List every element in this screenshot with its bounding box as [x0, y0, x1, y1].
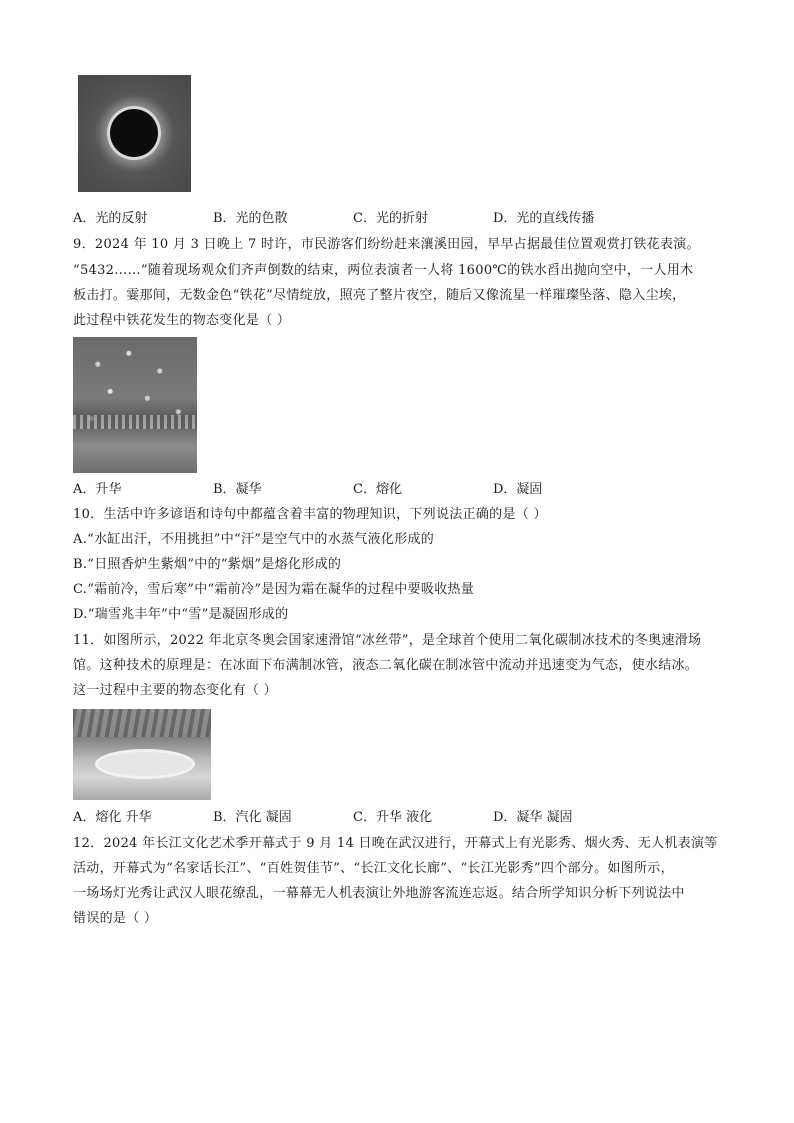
q10-option-a: A.“水缸出汗，不用挑担”中“汗”是空气中的水蒸气液化形成的	[73, 532, 435, 547]
q12-text-line-3: 一场场灯光秀让武汉人眼花缭乱，一幕幕无人机表演让外地游客流连忘返。结合所学知识分析下列说法中	[73, 886, 685, 901]
solar-eclipse-photo	[78, 75, 191, 192]
q11-option-c: C．升华 液化	[353, 810, 433, 825]
q9-text-line-1: 9．2024 年 10 月 3 日晚上 7 时许，市民游客们纷纷赶来瀼溪田园，早早占据最佳位置观赏打铁花表演。	[73, 237, 700, 252]
q11-text-line-1: 11．如图所示，2022 年北京冬奥会国家速滑馆“冰丝带”，是全球首个使用二氧化碳制冰技术的冬奥速滑场	[73, 633, 702, 648]
q8-option-d: D．光的直线传播	[493, 211, 595, 226]
q12-text-line-4: 错误的是（ ）	[73, 911, 158, 926]
q11-text-line-3: 这一过程中主要的物态变化有（ ）	[73, 683, 277, 698]
q10-stem: 10．生活中许多谚语和诗句中都蕴含着丰富的物理知识，下列说法正确的是（ ）	[73, 507, 547, 522]
q11-option-a: A．熔化 升华	[73, 810, 152, 825]
q12-text-line-1: 12．2024 年长江文化艺术季开幕式于 9 月 14 日晚在武汉进行，开幕式上有光影秀、烟火秀、无人机表演等	[73, 836, 718, 851]
q9-text-line-2: “5432……”随着现场观众们齐声倒数的结束，两位表演者一人将 1600℃的铁水舀出抛向空中，一人用木	[73, 263, 694, 278]
q9-option-b: B．凝华	[213, 482, 262, 497]
q10-option-b: B.“日照香炉生紫烟”中的“紫烟”是熔化形成的	[73, 557, 342, 572]
q11-option-b: B．汽化 凝固	[213, 810, 292, 825]
q10-option-d: D.“瑞雪兆丰年”中“雪”是凝固形成的	[73, 607, 289, 622]
ice-ribbon-arena-photo	[73, 709, 211, 800]
q8-option-b: B．光的色散	[213, 211, 288, 226]
q12-text-line-2: 活动，开幕式为“名家话长江”、“百姓贺佳节”、“长江文化长廊”、“长江光影秀”四个部分。如图所示，	[73, 861, 674, 876]
q11-option-d: D．凝华 凝固	[493, 810, 573, 825]
q8-option-c: C．光的折射	[353, 211, 428, 226]
q9-option-c: C．熔化	[353, 482, 402, 497]
q10-option-c: C.“霜前冷，雪后寒”中“霜前冷”是因为霜在凝华的过程中要吸收热量	[73, 582, 475, 597]
q9-option-a: A．升华	[73, 482, 122, 497]
q9-text-line-4: 此过程中铁花发生的物态变化是（ ）	[73, 313, 291, 328]
iron-flower-photo	[73, 337, 197, 473]
q11-text-line-2: 馆。这种技术的原理是：在冰面下布满制冰管，液态二氧化碳在制冰管中流动并迅速变为气态，使水结冰。	[73, 658, 699, 673]
q9-text-line-3: 板击打。霎那间，无数金色“铁花”尽情绽放，照亮了整片夜空，随后又像流星一样璀璨坠落、隐入尘埃，	[73, 288, 686, 303]
q8-option-a: A．光的反射	[73, 211, 148, 226]
q9-option-d: D．凝固	[493, 482, 543, 497]
